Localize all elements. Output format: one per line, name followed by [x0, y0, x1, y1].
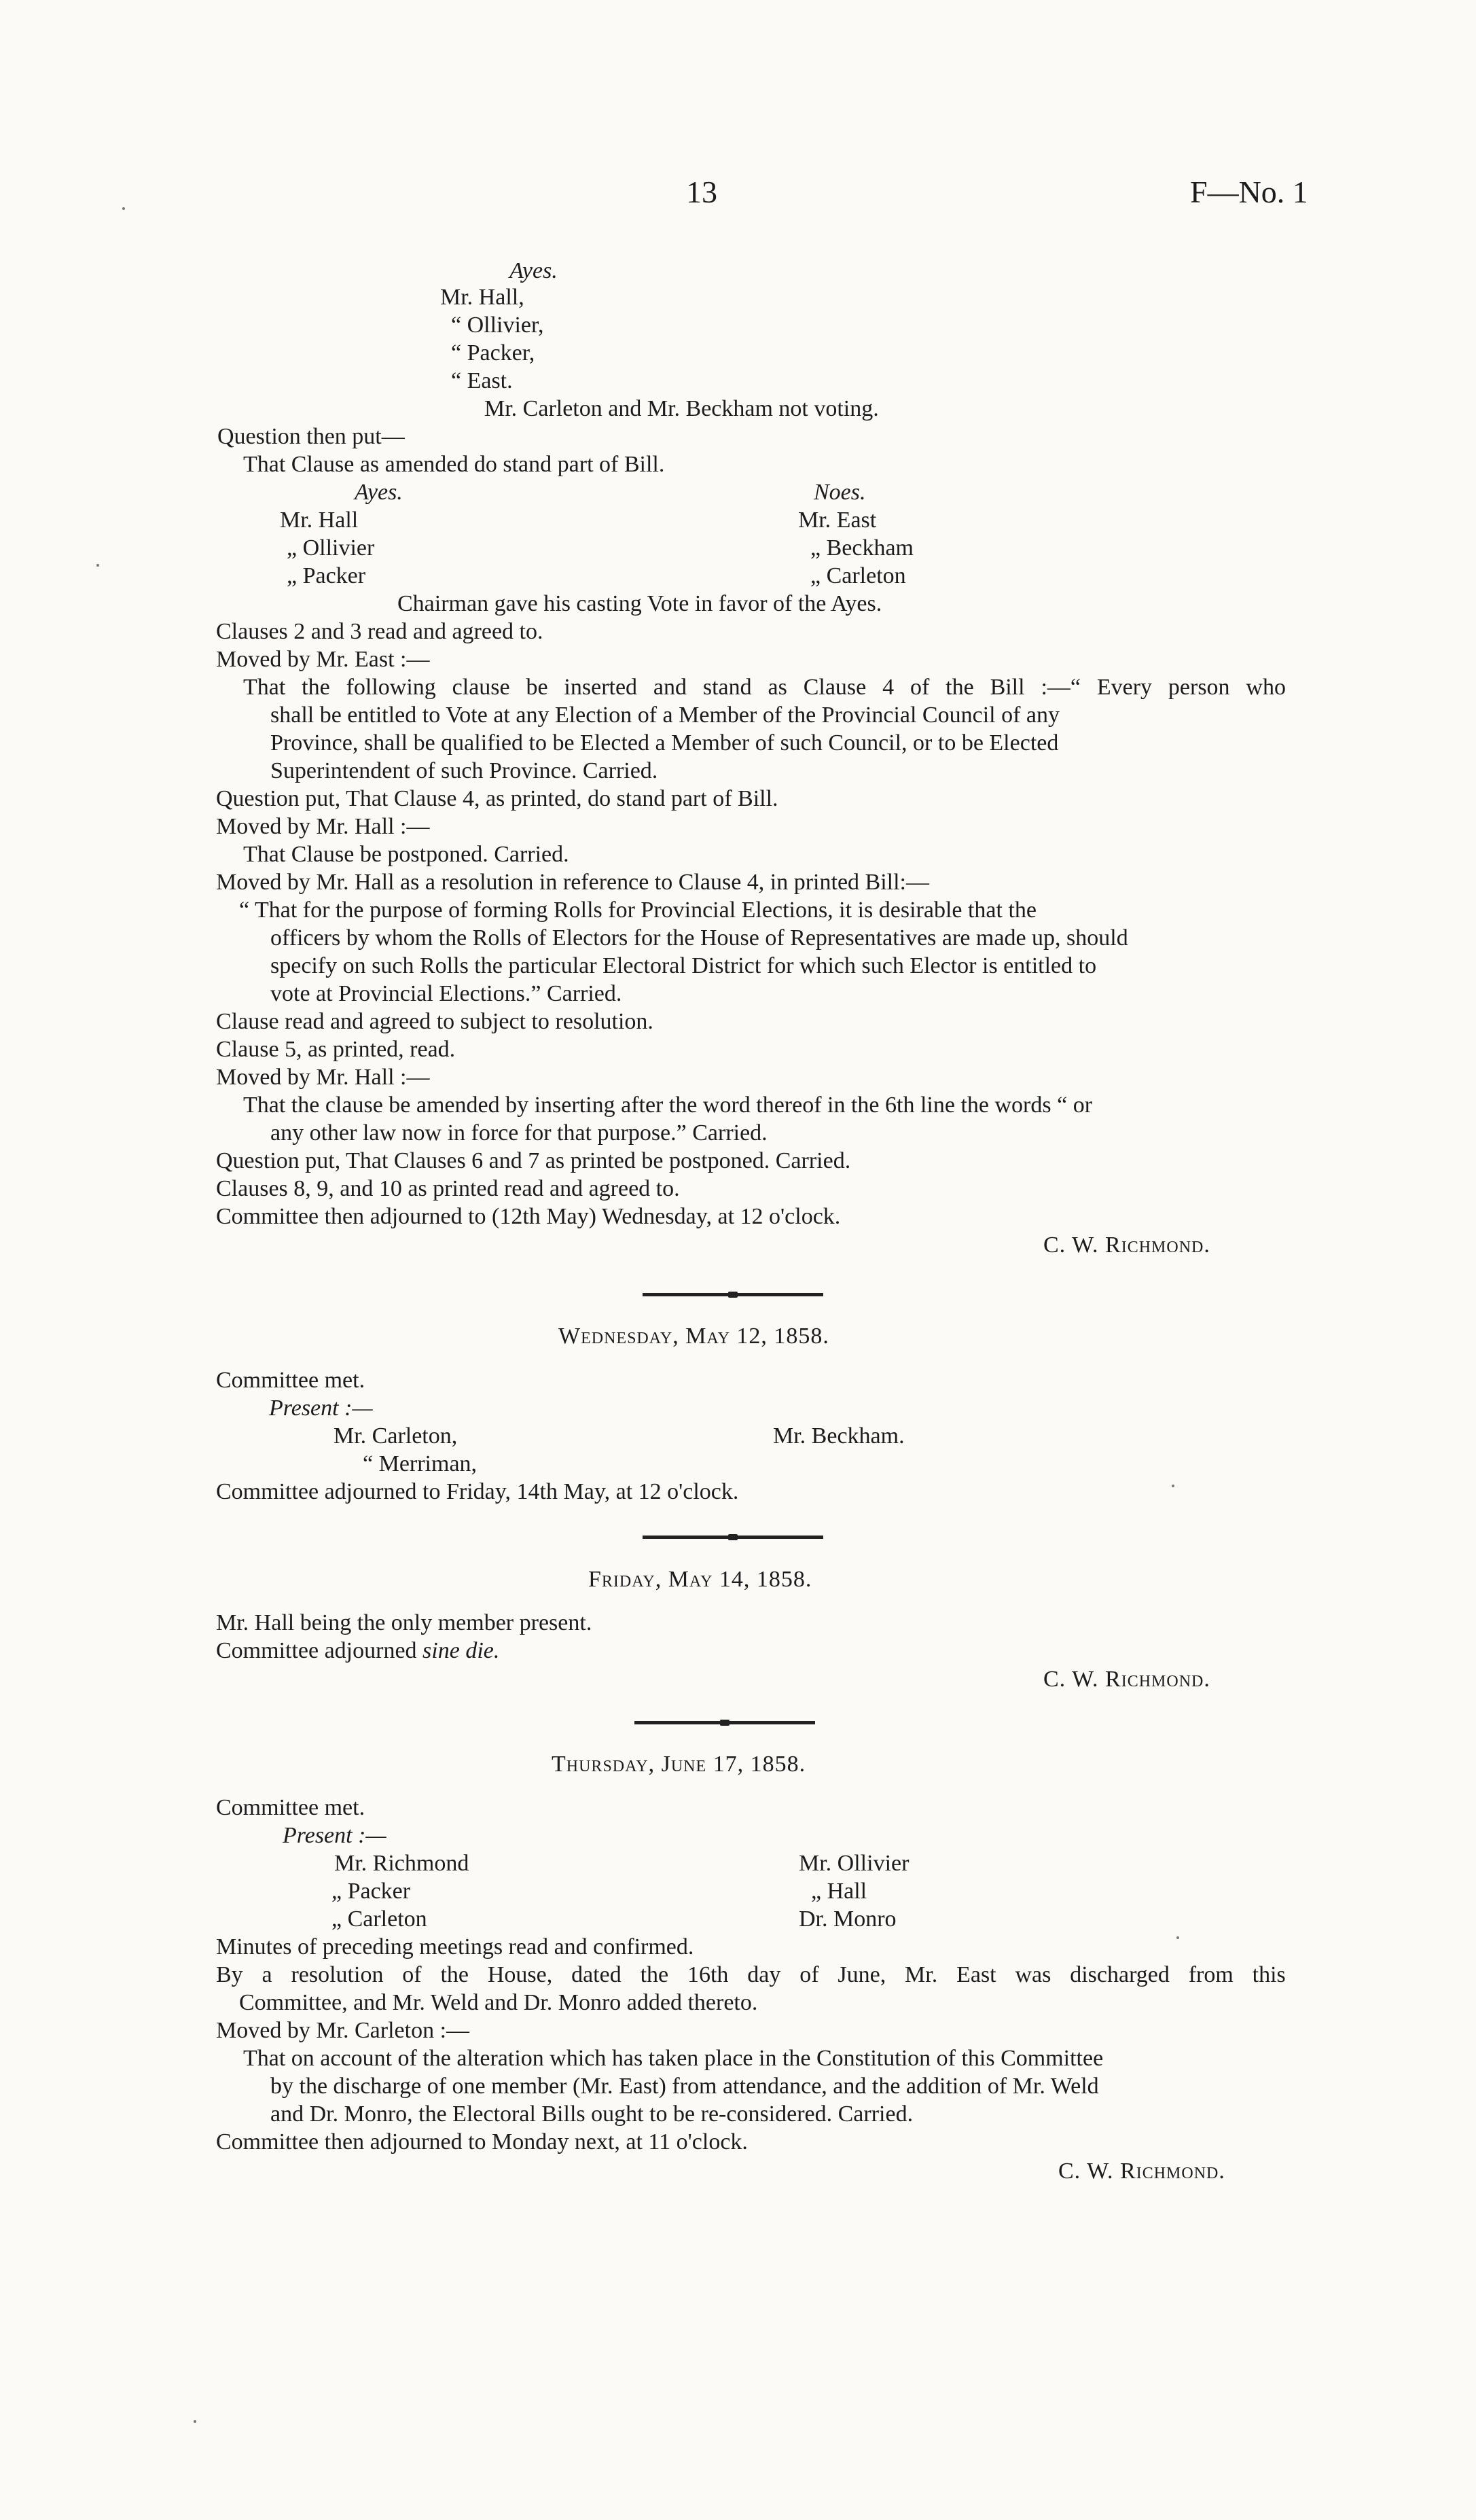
- present-member: Mr. Ollivier: [799, 1851, 910, 1876]
- no-member: „ Beckham: [810, 535, 914, 561]
- text-line: Superintendent of such Province. Carried.: [270, 758, 658, 783]
- text-line: shall be entitled to Vote at any Election of a Member of the Provincial Council of any: [270, 703, 1060, 728]
- aye-member: „ Ollivier: [287, 535, 375, 561]
- text-line: [216, 1637, 499, 1665]
- word: the: [640, 1962, 669, 1987]
- page-number: 13: [686, 175, 717, 209]
- text-line: Committee, and Mr. Weld and Dr. Monro added thereto.: [239, 1990, 758, 2015]
- text-line: Mr. Hall being the only member present.: [216, 1610, 592, 1635]
- present-label: Present :—: [283, 1823, 386, 1848]
- text-line: Minutes of preceding meetings read and confirmed.: [216, 1934, 694, 1959]
- text-line: Committee adjourned to Friday, 14th May, at 12 o'clock.: [216, 1479, 739, 1504]
- text-line: Question then put—: [217, 424, 405, 449]
- signature: C. W. Richmond.: [1043, 1667, 1210, 1692]
- word: the: [946, 675, 974, 700]
- signature: C. W. Richmond.: [1058, 2159, 1225, 2184]
- text-line: Moved by Mr. East :—: [216, 647, 430, 672]
- word: Mr.: [905, 1962, 938, 1987]
- text-line: That on account of the alteration which has taken place in the Constitution of this Committee: [243, 2046, 1104, 2071]
- word: Every: [1096, 675, 1153, 700]
- word: from: [1188, 1962, 1234, 1987]
- text-line: Clauses 8, 9, and 10 as printed read and agreed to.: [216, 1176, 680, 1201]
- text-line: [243, 673, 1286, 702]
- vote-member: “ Ollivier,: [451, 313, 544, 338]
- text-line: Clause read and agreed to subject to resolution.: [216, 1009, 653, 1034]
- text-line: That Clause as amended do stand part of Bill.: [243, 452, 665, 477]
- text-line: Clauses 2 and 3 read and agreed to.: [216, 619, 543, 644]
- scan-speck: [96, 564, 99, 567]
- text-line: Clause 5, as printed, read.: [216, 1037, 456, 1062]
- word: That: [243, 675, 286, 700]
- word: stand: [702, 675, 752, 700]
- text-line: specify on such Rolls the particular Electoral District for which such Elector is entitled to: [270, 953, 1097, 978]
- word: this: [1252, 1962, 1286, 1987]
- section-heading: Wednesday, May 12, 1858.: [558, 1324, 829, 1349]
- word: of: [799, 1962, 819, 1987]
- text-line: Moved by Mr. Hall as a resolution in reference to Clause 4, in printed Bill:—: [216, 870, 929, 895]
- no-member: „ Carleton: [810, 563, 906, 588]
- present-member: „ Hall: [811, 1879, 867, 1904]
- present-member: Mr. Carleton,: [334, 1423, 458, 1449]
- vote-member: “ East.: [451, 368, 513, 393]
- text-line: Question put, That Clauses 6 and 7 as printed be postponed. Carried.: [216, 1148, 851, 1173]
- word: following: [346, 675, 436, 700]
- ayes-heading: Ayes.: [355, 480, 403, 505]
- word: Bill: [990, 675, 1025, 700]
- scan-speck: [1172, 1485, 1174, 1487]
- word: resolution: [291, 1962, 384, 1987]
- word: June,: [838, 1962, 886, 1987]
- text-line: Committee then adjourned to Monday next, at 11 o'clock.: [216, 2129, 748, 2154]
- word: dated: [571, 1962, 622, 1987]
- text-line: by the discharge of one member (Mr. East) from attendance, and the addition of Mr. Weld: [270, 2074, 1099, 2099]
- present-member: „ Packer: [331, 1879, 411, 1904]
- text-line: Question put, That Clause 4, as printed, do stand part of Bill.: [216, 786, 778, 811]
- scan-speck: [122, 207, 125, 210]
- word: 16th: [687, 1962, 729, 1987]
- word: By: [216, 1962, 243, 1987]
- word: and: [653, 675, 687, 700]
- text-line: Committee met.: [216, 1368, 365, 1393]
- present-member: Mr. Richmond: [334, 1851, 469, 1876]
- present-member: Mr. Beckham.: [773, 1423, 905, 1449]
- text-line: and Dr. Monro, the Electoral Bills ought to be re-considered. Carried.: [270, 2101, 914, 2127]
- section-heading: Thursday, June 17, 1858.: [552, 1752, 806, 1777]
- word: clause: [452, 675, 510, 700]
- text-line: any other law now in force for that purpose.” Carried.: [270, 1120, 768, 1146]
- word: as: [768, 675, 787, 700]
- word: day: [747, 1962, 781, 1987]
- text-line: vote at Provincial Elections.” Carried.: [270, 981, 622, 1006]
- text-line: “ That for the purpose of forming Rolls for Provincial Elections, it is desirable that the: [239, 898, 1037, 923]
- aye-member: „ Packer: [287, 563, 366, 588]
- vote-member: Mr. Hall,: [440, 285, 524, 310]
- scan-speck: [1176, 1936, 1179, 1939]
- text-line: Moved by Mr. Carleton :—: [216, 2018, 470, 2043]
- word: the: [302, 675, 330, 700]
- present-member: „ Carleton: [331, 1906, 427, 1932]
- word: inserted: [564, 675, 638, 700]
- aye-member: Mr. Hall: [280, 508, 359, 533]
- word: be: [526, 675, 548, 700]
- word: 4: [882, 675, 895, 700]
- no-member: Mr. East: [798, 508, 877, 533]
- section-divider: [634, 1721, 815, 1724]
- signature: C. W. Richmond.: [1043, 1232, 1210, 1258]
- text-line: Chairman gave his casting Vote in favor of the Ayes.: [397, 591, 882, 616]
- text-line: That the clause be amended by inserting after the word thereof in the 6th line the words “ or: [243, 1093, 1093, 1118]
- sine-die: sine die.: [422, 1638, 500, 1663]
- word: of: [910, 675, 930, 700]
- word: was: [1015, 1962, 1051, 1987]
- adjourned-text: Committee adjourned: [216, 1638, 417, 1663]
- not-voting-note: Mr. Carleton and Mr. Beckham not voting.: [484, 396, 879, 421]
- section-divider: [643, 1536, 823, 1539]
- text-line: Moved by Mr. Hall :—: [216, 1065, 430, 1090]
- word: :—“: [1041, 675, 1081, 700]
- word: House,: [487, 1962, 553, 1987]
- word: East: [956, 1962, 996, 1987]
- text-line: Province, shall be qualified to be Elected a Member of such Council, or to be Elected: [270, 730, 1059, 756]
- text-line: That Clause be postponed. Carried.: [243, 842, 569, 867]
- word: Clause: [803, 675, 867, 700]
- present-label: Present :—: [269, 1396, 373, 1421]
- document-reference: F—No. 1: [1190, 175, 1308, 209]
- word: the: [440, 1962, 469, 1987]
- present-member: Dr. Monro: [799, 1906, 897, 1932]
- text-line: officers by whom the Rolls of Electors for the House of Representatives are made up, should: [270, 925, 1128, 951]
- scan-speck: [194, 2420, 196, 2423]
- ayes-heading: Ayes.: [509, 258, 558, 283]
- text-line: Moved by Mr. Hall :—: [216, 814, 430, 839]
- word: of: [402, 1962, 422, 1987]
- text-line: Committee met.: [216, 1795, 365, 1820]
- word: person: [1168, 675, 1230, 700]
- word: who: [1246, 675, 1286, 700]
- section-heading: Friday, May 14, 1858.: [588, 1567, 812, 1592]
- section-divider: [643, 1293, 823, 1296]
- text-line: Committee then adjourned to (12th May) Wednesday, at 12 o'clock.: [216, 1204, 841, 1229]
- noes-heading: Noes.: [814, 480, 866, 505]
- present-member: “ Merriman,: [363, 1451, 478, 1476]
- word: a: [262, 1962, 272, 1987]
- vote-member: “ Packer,: [451, 340, 535, 366]
- word: discharged: [1070, 1962, 1170, 1987]
- text-line: [216, 1961, 1286, 1989]
